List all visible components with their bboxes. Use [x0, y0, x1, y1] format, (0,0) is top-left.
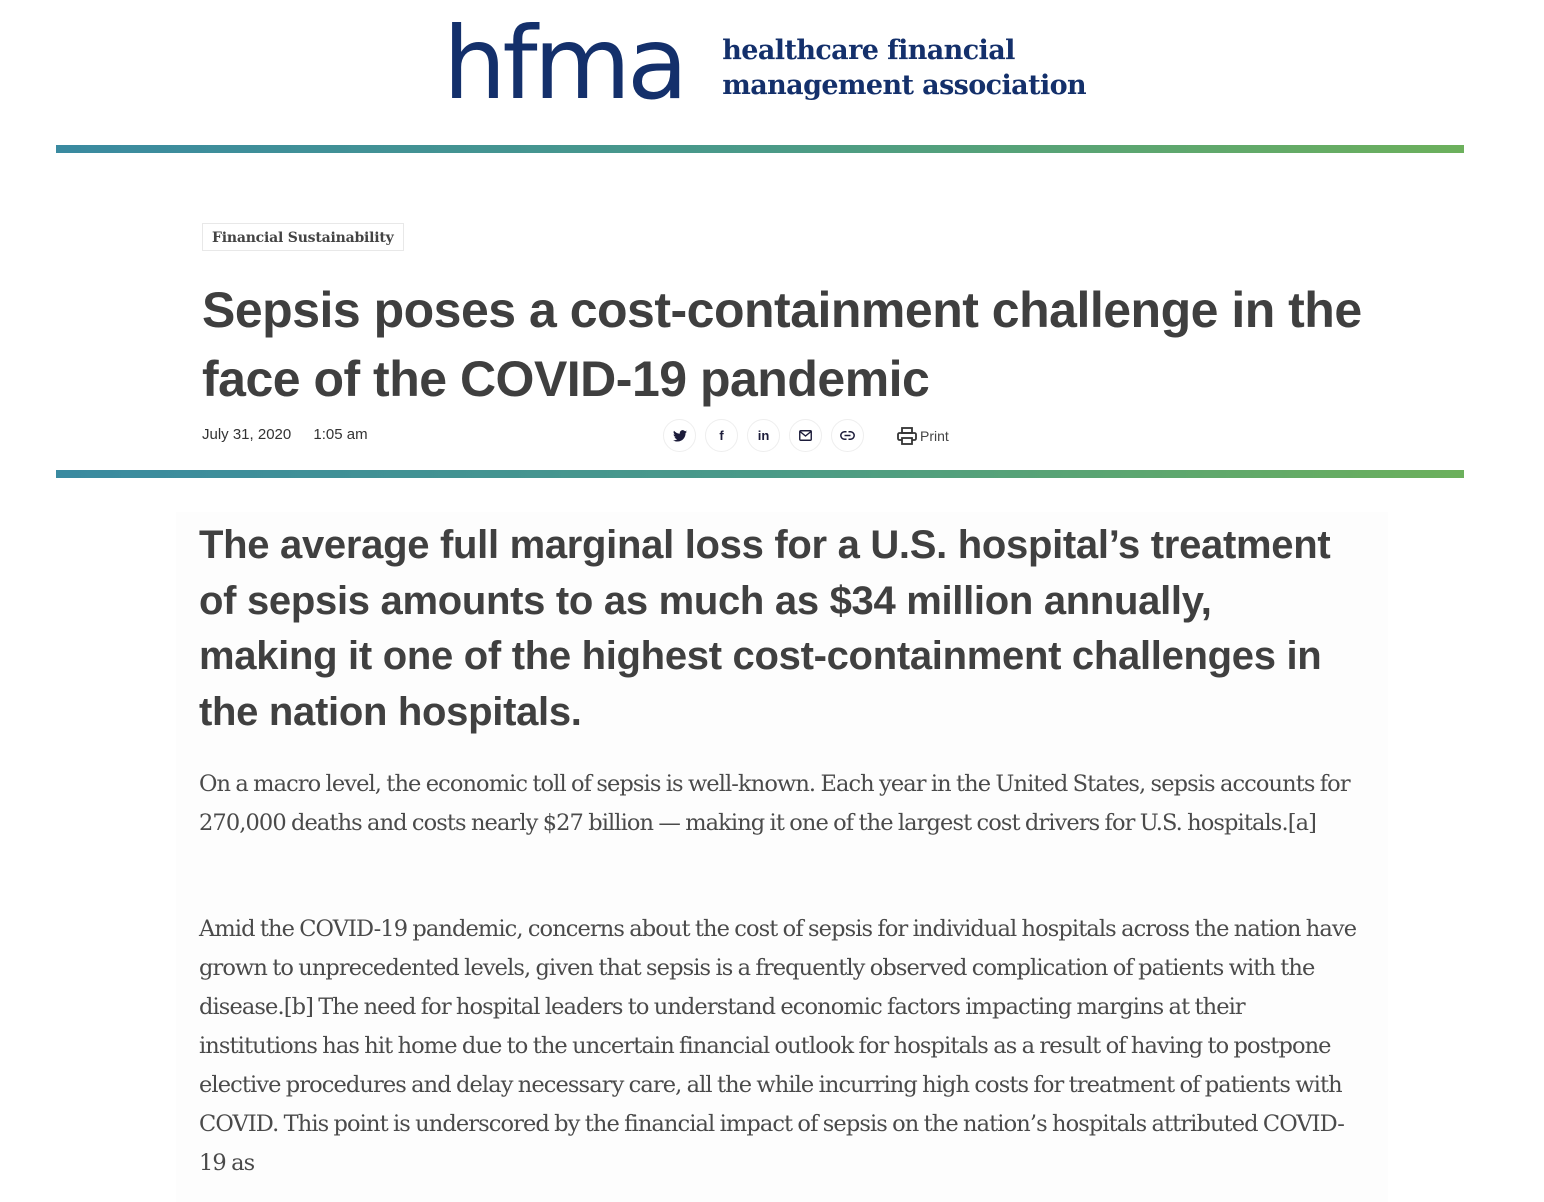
twitter-icon: [673, 430, 687, 442]
link-icon: [840, 431, 855, 440]
share-bar: [663, 419, 949, 452]
linkedin-icon: in: [757, 428, 770, 443]
article-meta: [202, 426, 386, 443]
email-icon: [799, 430, 812, 441]
logo-mark: hfma: [443, 5, 685, 122]
logo-line-1: healthcare financial: [722, 35, 1015, 66]
header-divider: [56, 145, 1464, 153]
print-label: Print: [920, 427, 949, 444]
share-facebook-button[interactable]: [705, 419, 738, 452]
hfma-logo[interactable]: [443, 5, 1087, 122]
share-linkedin-button[interactable]: [747, 419, 780, 452]
publish-time: 1:05 am: [313, 426, 368, 443]
share-twitter-button[interactable]: [663, 419, 696, 452]
facebook-icon: f: [719, 428, 724, 443]
print-button[interactable]: [897, 427, 949, 445]
category-tag[interactable]: Financial Sustainability: [202, 223, 404, 251]
publish-date: July 31, 2020: [202, 426, 292, 443]
article-title: Sepsis poses a cost-containment challenge in the face of the COVID-19 pandemic: [202, 282, 1362, 407]
logo-wordmark: [722, 33, 1086, 103]
logo-line-2: management association: [722, 70, 1087, 101]
title-divider: [56, 470, 1464, 478]
share-email-button[interactable]: [789, 419, 822, 452]
article-paragraph-2: Amid the COVID-19 pandemic, concerns about the cost of sepsis for individual hospitals across the nation have grown to unprecedented levels, given that sepsis is a frequently observed complication of patients with the disease.[b] The need for hospital leaders to understand economic factors impacting margins at their institutions has hit home due to the uncertain financial outlook for hospitals as a result of having to postpone elective procedures and delay necessary care, all the while incurring high costs for treatment of patients with COVID. This point is underscored by the financial impact of sepsis on the nation’s hospitals attributed COVID-19 as: [199, 916, 1357, 1176]
copy-link-button[interactable]: [831, 419, 864, 452]
article-paragraph-1: On a macro level, the economic toll of sepsis is well-known. Each year in the United States, sepsis accounts for 270,000 deaths and costs nearly $27 billion — making it one of the largest cost drivers for U.S. hospitals.[a]: [199, 771, 1350, 836]
print-icon: [897, 427, 917, 445]
article-lede: The average full marginal loss for a U.S. hospital’s treatment of sepsis amounts to as much as $34 million annually, making it one of the highest cost-containment challenges in the nation hospitals.: [199, 523, 1331, 734]
